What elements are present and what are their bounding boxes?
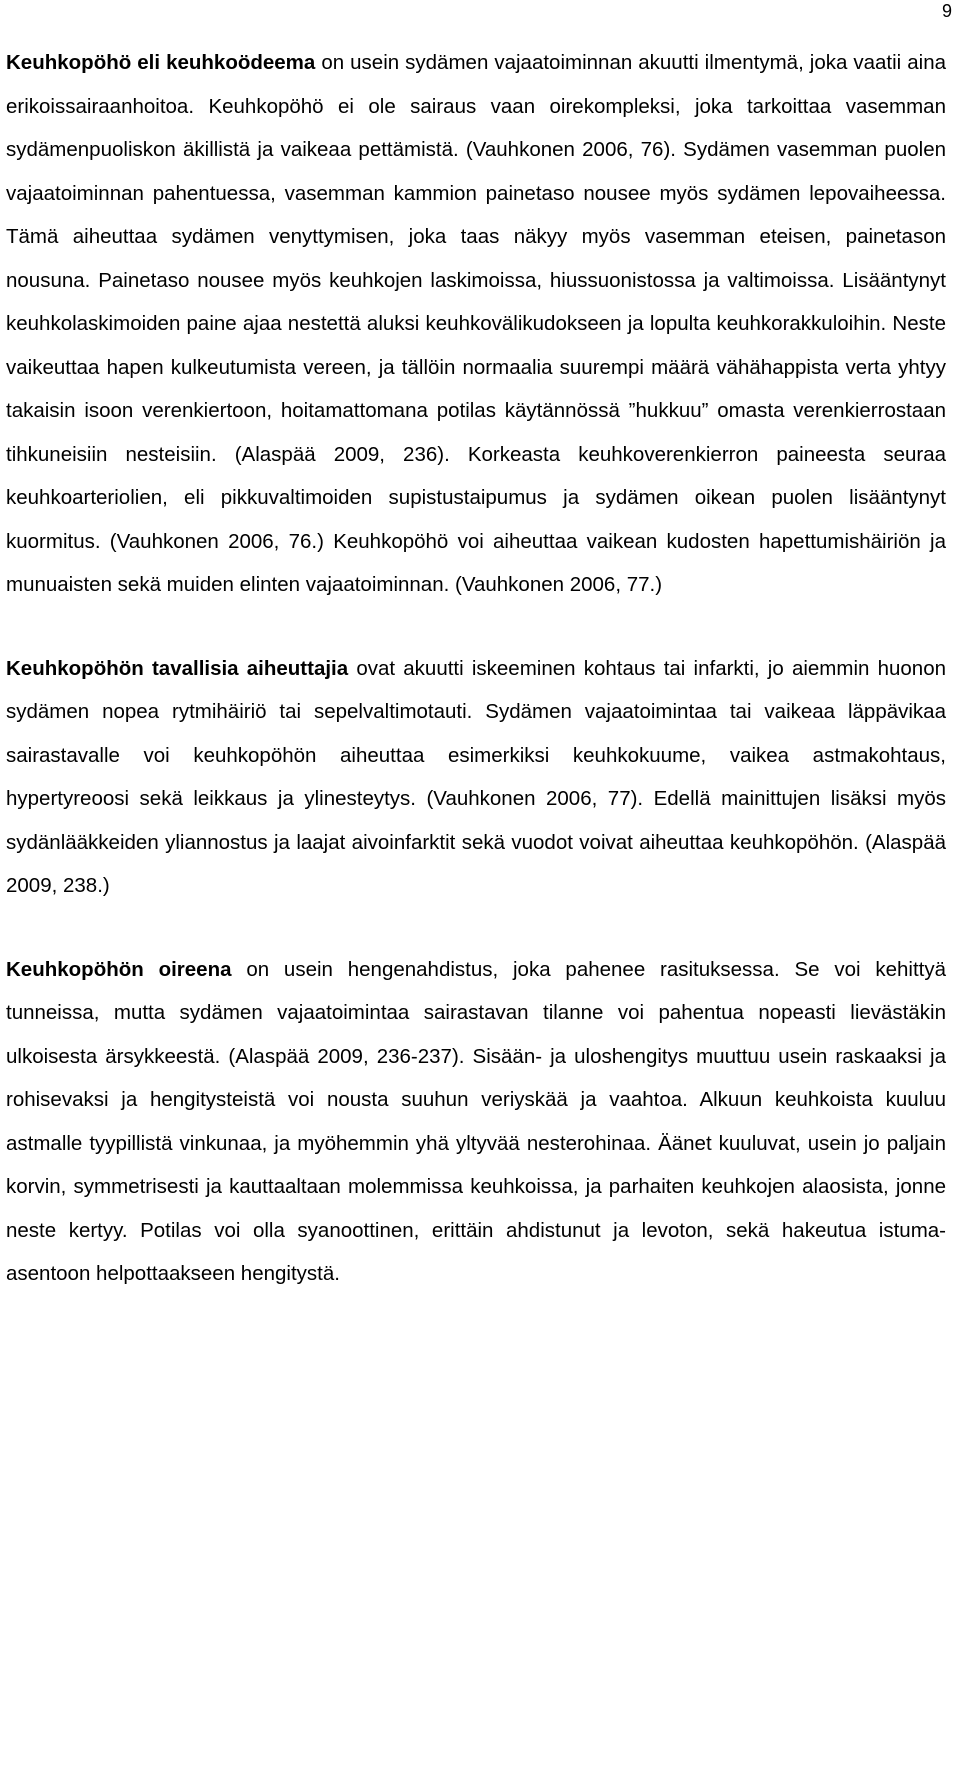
- paragraph-pulmonary-edema-symptoms: [6, 948, 946, 1296]
- paragraph-lead-term: Keuhkopöhön oireena: [6, 957, 232, 981]
- paragraph-pulmonary-edema-definition: [6, 41, 946, 607]
- paragraph-pulmonary-edema-causes: [6, 647, 946, 908]
- paragraph-text: on usein hengenahdistus, joka pahenee rasituksessa. Se voi kehittyä tunneissa, mutta sydämen vajaatoimintaa sairastavan tilanne voi pahentua nopeasti lievästäkin ulkoisesta ärsykkeestä. (Alaspää 2009, 236-237). Sisään- ja uloshengitys muuttuu usein raskaaksi ja rohisevaksi ja hengitysteistä voi nousta suuhun veriyskää ja vaahtoa. Alkuun keuhkoista kuuluu astmalle tyypillistä vinkunaa, ja myöhemmin yhä yltyvää nesterohinaa. Äänet kuuluvat, usein jo paljain korvin, symmetrisesti ja kauttaaltaan molemmissa keuhkoissa, ja parhaiten keuhkojen alaosista, jonne neste kertyy. Potilas voi olla syanoottinen, erittäin ahdistunut ja levoton, sekä hakeutua istuma-asentoon helpottaakseen hengitystä.: [6, 957, 946, 1285]
- paragraph-lead-term: Keuhkopöhön tavallisia aiheuttajia: [6, 656, 349, 680]
- paragraph-text: on usein sydämen vajaatoiminnan akuutti ilmentymä, joka vaatii aina erikoissairaanhoitoa. Keuhkopöhö ei ole sairaus vaan oirekompleksi, joka tarkoittaa vasemman sydämenpuoliskon äkillistä ja vaikeaa pettämistä. (Vauhkonen 2006, 76). Sydämen vasemman puolen vajaatoiminnan pahentuessa, vasemman kammion painetaso nousee myös sydämen lepovaiheessa. Tämä aiheuttaa sydämen venyttymisen, joka taas näkyy myös vasemman eteisen, painetason nousuna. Painetaso nousee myös keuhkojen laskimoissa, hiussuonistossa ja valtimoissa. Lisääntynyt keuhkolaskimoiden paine ajaa nestettä aluksi keuhkovälikudokseen ja lopulta keuhkorakkuloihin. Neste vaikeuttaa hapen kulkeutumista vereen, ja tällöin normaalia suurempi määrä vähähappista verta yhtyy takaisin isoon verenkiertoon, hoitamattomana potilas käytännössä ”hukkuu” omasta verenkierrostaan tihkuneisiin nesteisiin. (Alaspää 2009, 236). Korkeasta keuhkoverenkierron paineesta seuraa keuhkoarteriolien, eli pikkuvaltimoiden supistustaipumus ja sydämen oikean puolen lisääntynyt kuormitus. (Vauhkonen 2006, 76.) Keuhkopöhö voi aiheuttaa vaikean kudosten hapettumishäiriön ja munuaisten sekä muiden elinten vajaatoiminnan. (Vauhkonen 2006, 77.): [6, 51, 947, 596]
- document-body: [6, 41, 946, 1296]
- paragraph-lead-term: Keuhkopöhö eli keuhkoödeema: [6, 51, 316, 74]
- page-number: 9: [941, 1, 952, 21]
- paragraph-text: ovat akuutti iskeeminen kohtaus tai infarkti, jo aiemmin huonon sydämen nopea rytmihäiriö tai sepelvaltimotauti. Sydämen vajaatoimintaa tai vaikeaa läppävikaa sairastavalle voi keuhkopöhön aiheuttaa esimerkiksi keuhkokuume, vaikea astmakohtaus, hypertyreoosi sekä leikkaus ja ylinesteytys. (Vauhkonen 2006, 77). Edellä mainittujen lisäksi myös sydänlääkkeiden yliannostus ja laajat aivoinfarktit sekä vuodot voivat aiheuttaa keuhkopöhön. (Alaspää 2009, 238.): [6, 656, 946, 897]
